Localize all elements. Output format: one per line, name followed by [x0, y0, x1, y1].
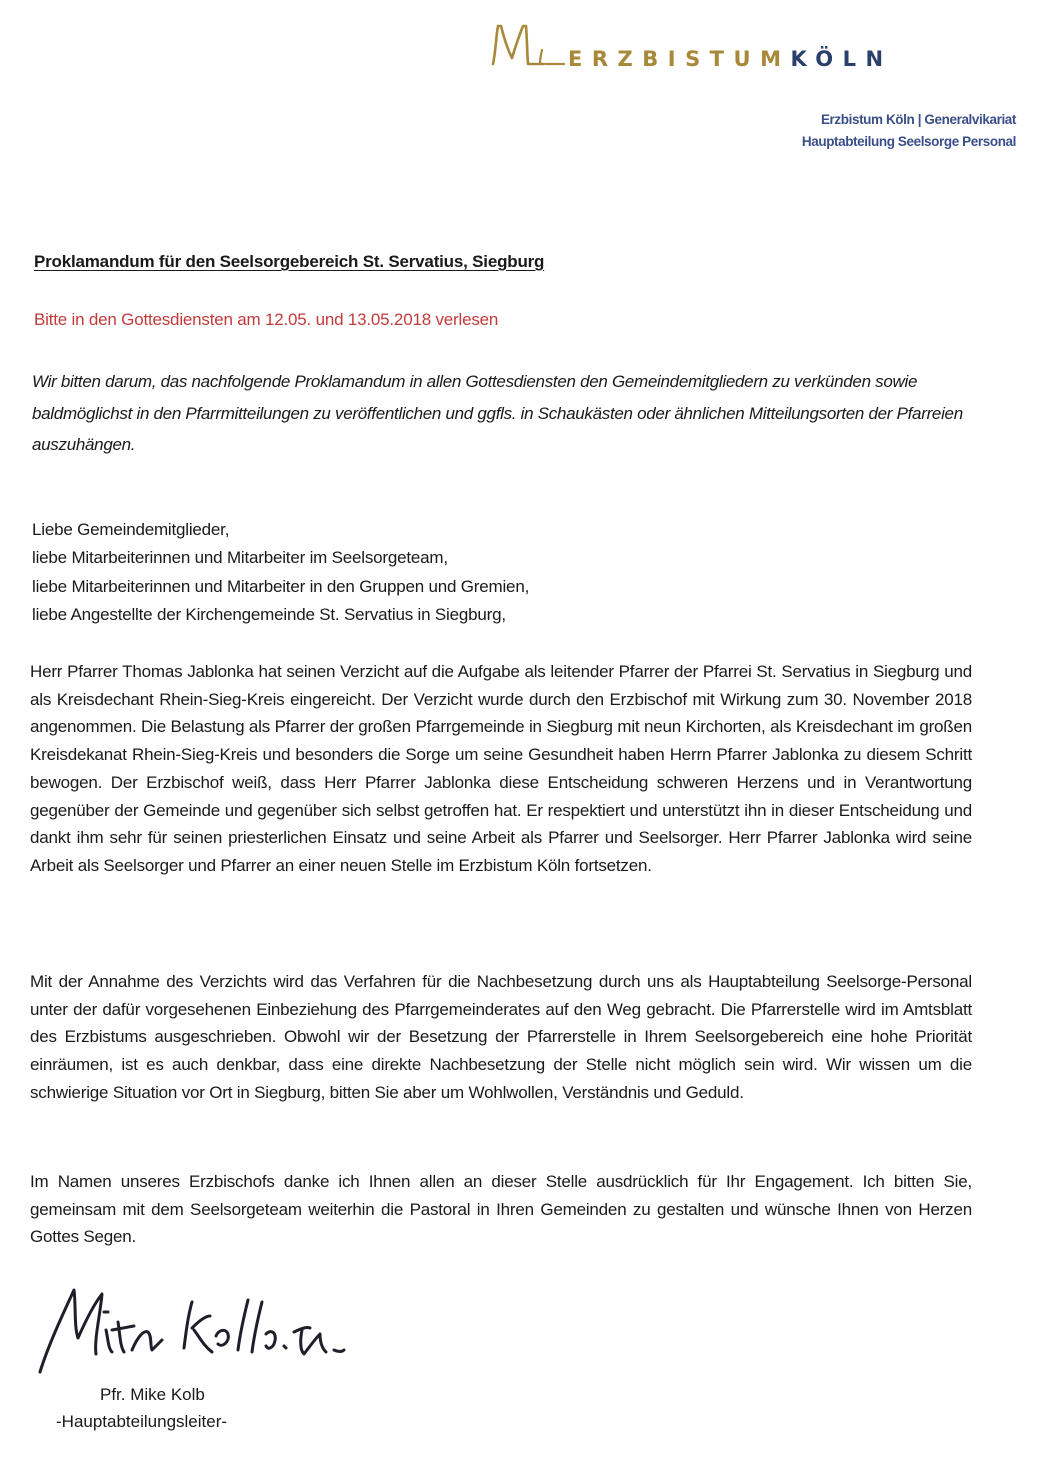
body-paragraph: Im Namen unseres Erzbischofs danke ich Ihnen allen an dieser Stelle ausdrücklich für Ihr Engagement. Ich bitten Sie, gemeinsam mit dem Seelsorgeteam weiterhin die Pastoral in Ihren Gemeinden zu gestalten und wünsche Ihnen von Herzen Gottes Segen. [30, 1172, 972, 1247]
greeting-line: Liebe Gemeindemitglieder, [32, 520, 230, 539]
greeting-line: liebe Mitarbeiterinnen und Mitarbeiter in den Gruppen und Gremien, [32, 577, 530, 596]
greeting-line: liebe Angestellte der Kirchengemeinde St. Servatius in Siegburg, [32, 605, 506, 624]
intro-paragraph: Wir bitten darum, das nachfolgende Proklamandum in allen Gottesdiensten den Gemeindemitgliedern zu verkünden sowie baldmöglichst in den Pfarrmitteilungen zu veröffentlichen und ggfls. in Schaukästen oder ähnlichen Mitteilungsorten der Pfarreien auszuhängen. [32, 372, 963, 454]
signatory-role: -Hauptabteilungsleiter- [56, 1412, 228, 1431]
reading-instruction: Bitte in den Gottesdiensten am 12.05. und 13.05.2018 verlesen [34, 310, 499, 329]
document-title: Proklamandum für den Seelsorgebereich St. Servatius, Siegburg [34, 252, 545, 271]
wordmark-erzbistum: ERZBISTUM [568, 47, 791, 71]
sender-line-1: Erzbistum Köln | Generalvikariat [820, 112, 1016, 127]
sender-line-2: Hauptabteilung Seelsorge Personal [801, 134, 1016, 149]
body-paragraph: Mit der Annahme des Verzichts wird das Verfahren für die Nachbesetzung durch uns als Hauptabteilung Seelsorge-Personal unter der dafür vorgesehenen Einbeziehung des Pfarrgemeinderates auf den Weg gebracht. Die Pfarrerstelle wird im Amtsblatt des Erzbistums ausgeschrieben. Obwohl wir der Besetzung der Pfarrerstelle in Ihrem Seelsorgebereich eine hohe Priorität einräumen, ist es auch denkbar, dass eine direkte Nachbesetzung der Stelle nicht möglich sein wird. Wir wissen um die schwierige Situation vor Ort in Siegburg, bitten Sie aber um Wohlwollen, Verständnis und Geduld. [30, 972, 972, 1102]
diocese-logo-icon [488, 20, 566, 70]
diocese-wordmark [568, 47, 893, 71]
signatory-name: Pfr. Mike Kolb [100, 1385, 205, 1404]
handwritten-signature [34, 1276, 364, 1386]
wordmark-koeln: KÖLN [790, 47, 893, 71]
greeting-line: liebe Mitarbeiterinnen und Mitarbeiter im Seelsorgeteam, [32, 548, 448, 567]
body-paragraph: Herr Pfarrer Thomas Jablonka hat seinen Verzicht auf die Aufgabe als leitender Pfarrer der Pfarrei St. Servatius in Siegburg und als Kreisdechant Rhein-Sieg-Kreis eingereicht. Der Verzicht wurde durch den Erzbischof mit Wirkung zum 30. November 2018 angenommen. Die Belastung als Pfarrer der großen Pfarrgemeinde in Siegburg mit neun Kirchorten, als Kreisdechant im großen Kreisdekanat Rhein-Sieg-Kreis und besonders die Sorge um seine Gesundheit haben Herrn Pfarrer Jablonka zu diesem Schritt bewogen. Der Erzbischof weiß, dass Herr Pfarrer Jablonka diese Entscheidung schweren Herzens und in Verantwortung gegenüber der Gemeinde und gegenüber sich selbst getroffen hat. Er respektiert und unterstützt ihn in dieser Entscheidung und dankt ihm sehr für seinen priesterlichen Einsatz und seine Arbeit als Pfarrer und Seelsorger. Herr Pfarrer Jablonka wird seine Arbeit als Seelsorger und Pfarrer an einer neuen Stelle im Erzbistum Köln fortsetzen. [30, 662, 972, 875]
